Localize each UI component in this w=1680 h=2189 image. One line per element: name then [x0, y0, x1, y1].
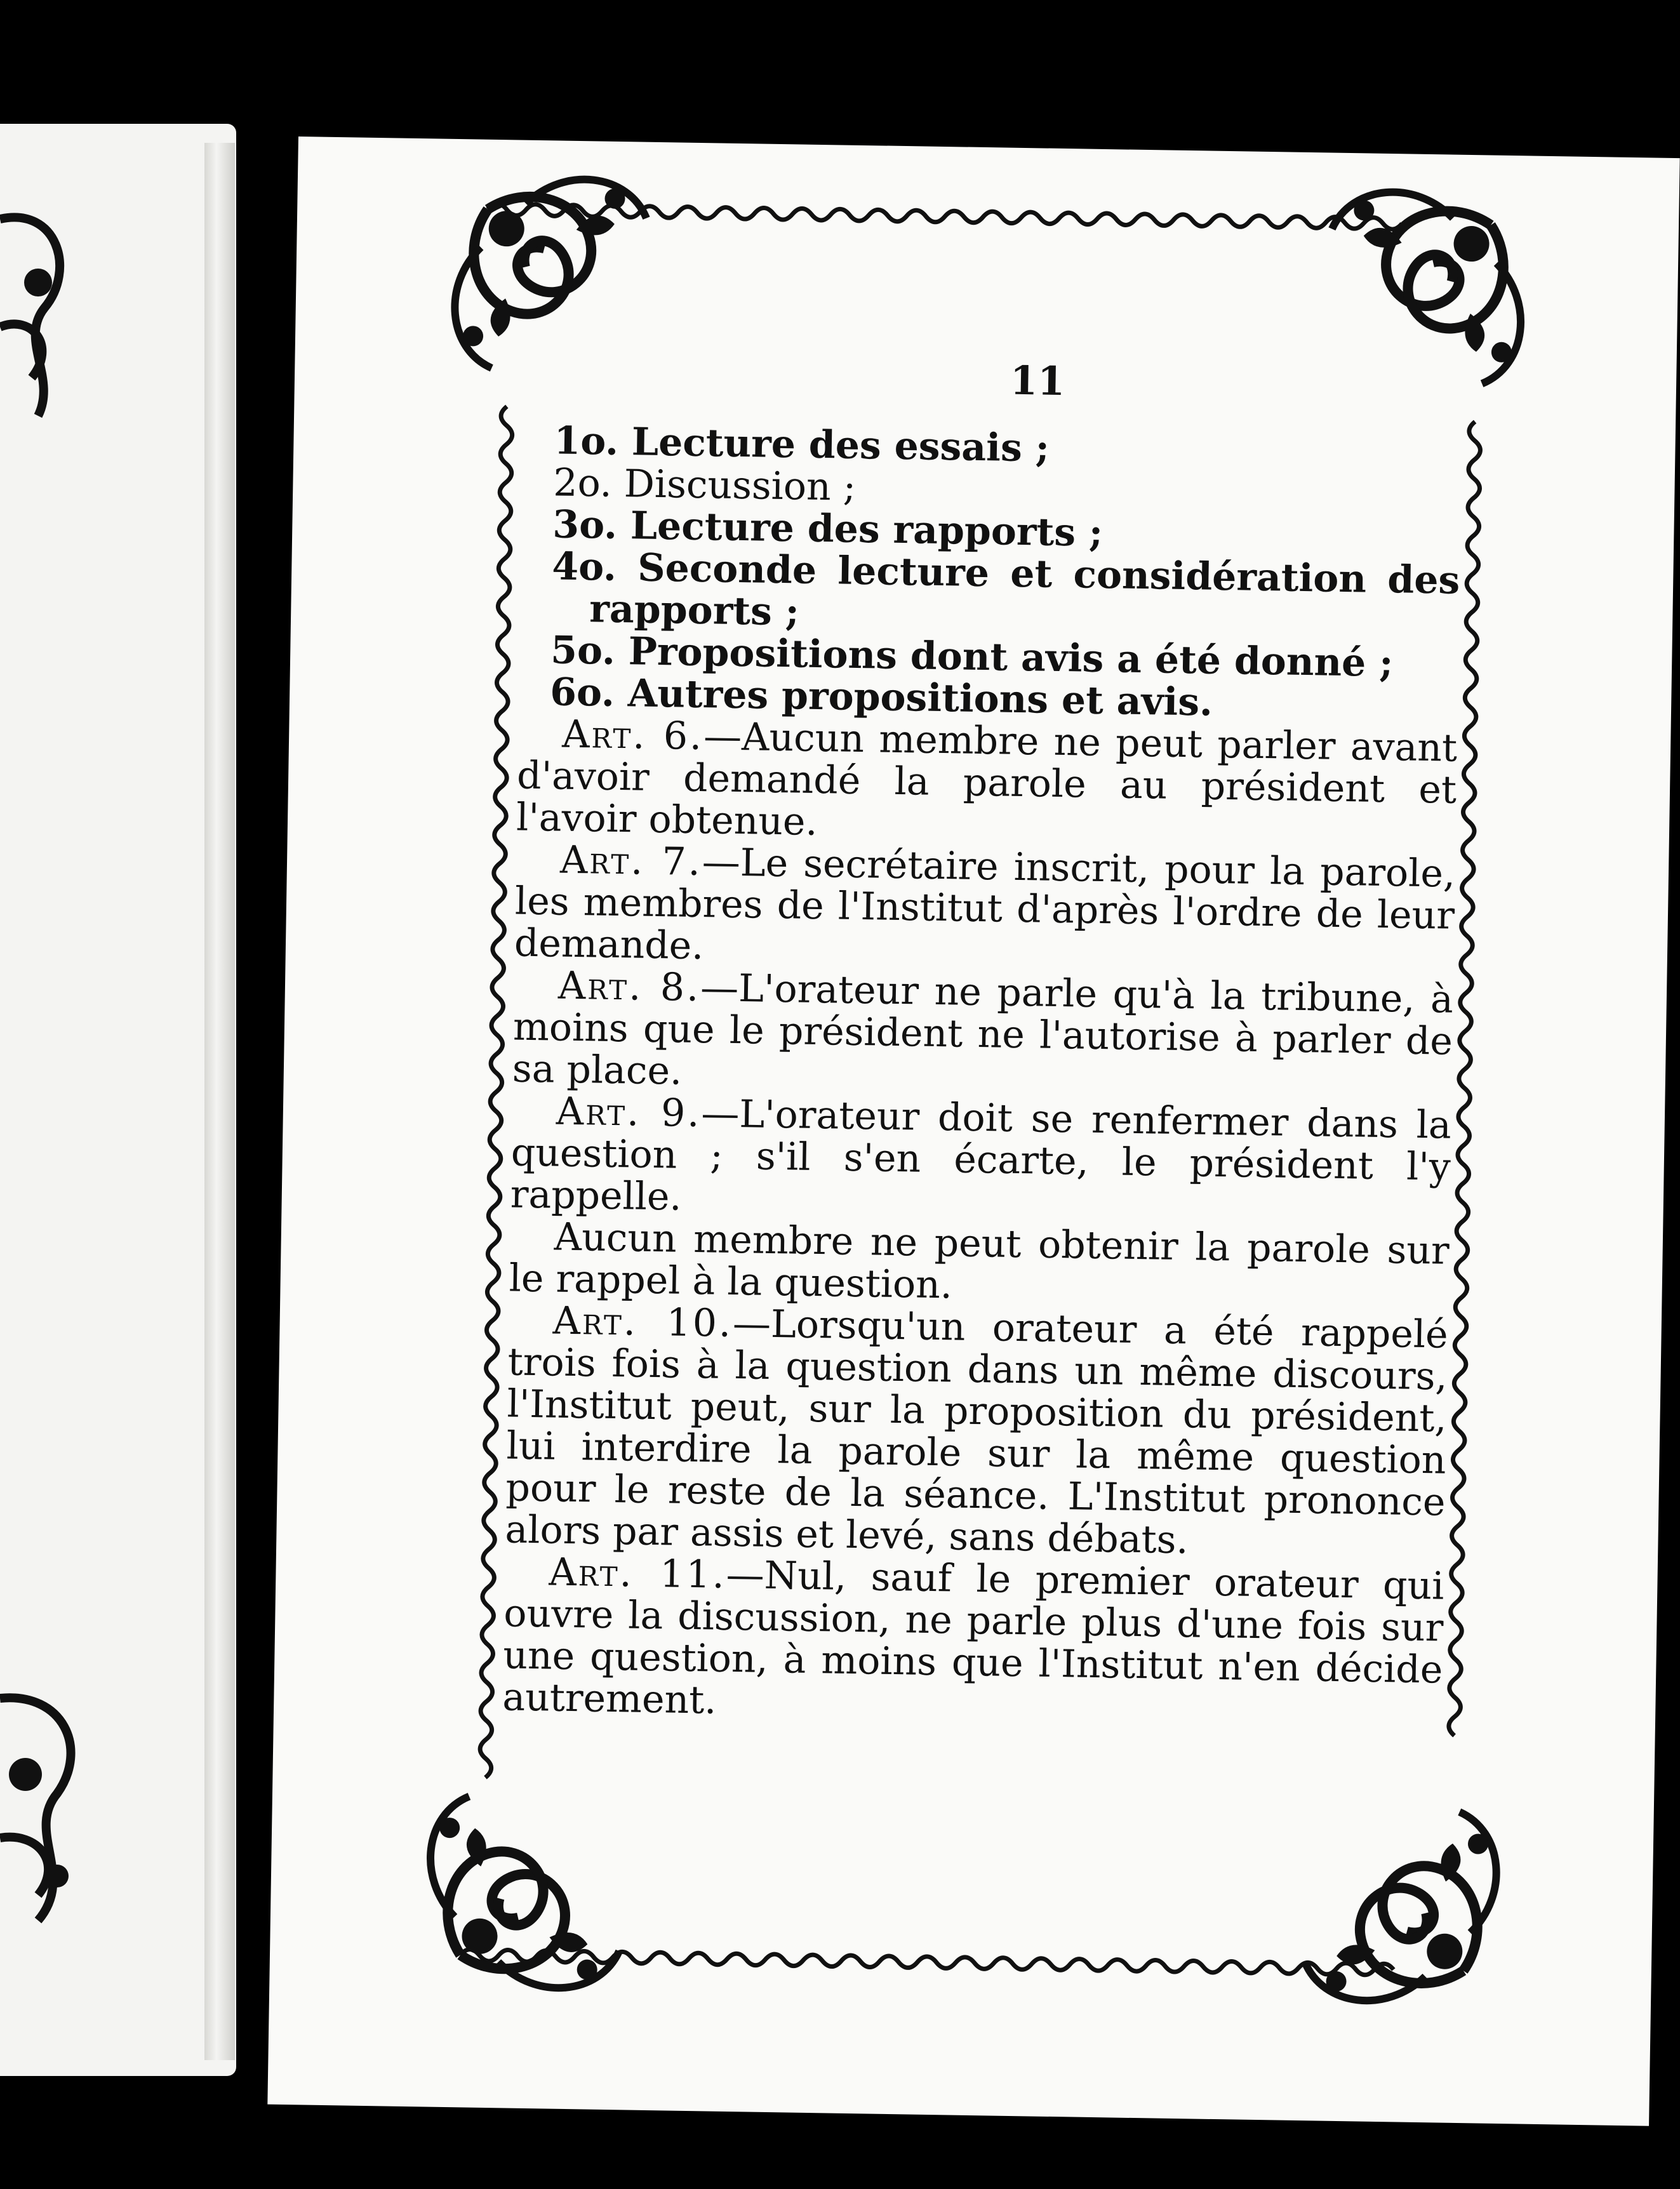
list-item: 5o. Propositions dont avis a été donné ; [550, 628, 1394, 686]
list-item: 6o. Autres propositions et avis. [549, 670, 1213, 725]
article-text: —Lorsqu'un orateur a été rappelé trois fois à la question dans un même discours, l'Institut peut, sur la proposition du président, lui interdire la parole sur la même question pour le reste de la séance. L'Institut prononce alors par assis et levé, sans débats. [505, 1301, 1449, 1563]
book-page [267, 136, 1679, 2126]
article-6 [516, 713, 1458, 853]
article-label: Art. 10. [552, 1298, 733, 1346]
article-text: —Aucun membre ne peut parler avant d'avoir demandé la parole au président et l'avoir obtenue. [516, 714, 1458, 844]
article-7 [514, 839, 1456, 979]
article-9 [510, 1089, 1451, 1230]
list-item: 4o. Seconde lecture et considération des rapports ; [551, 544, 1460, 635]
facing-page [0, 124, 236, 2076]
article-text: —L'orateur ne parle qu'à la tribune, à moins que le président ne l'autorise à parler de sa place. [512, 966, 1454, 1094]
list-item: 2o. Discussion ; [552, 460, 857, 510]
article-text: —Le secrétaire inscrit, pour la parole, les membres de l'Institut d'après l'ordre de leur demande. [514, 840, 1456, 969]
page-number: 11 [1010, 357, 1065, 405]
article-text: —Nul, sauf le premier orateur qui ouvre la discussion, ne parle plus d'une fois sur une question, à moins que l'Institut n'en décide autrement. [502, 1552, 1444, 1723]
article-8 [512, 964, 1453, 1104]
article-text: —L'orateur doit se renfermer dans la question ; s'il s'en écarte, le président l'y rappelle. [510, 1091, 1452, 1220]
list-item: 3o. Lecture des rapports ; [552, 502, 1103, 556]
article-label: Art. 7. [559, 837, 703, 885]
article-label: Art. 9. [556, 1089, 702, 1136]
paragraph: Aucun membre ne peut obtenir la parole sur le rappel à la question. [509, 1214, 1450, 1308]
article-10 [505, 1299, 1448, 1565]
list-item: 1o. Lecture des essais ; [553, 418, 1050, 471]
facing-page-ornament [0, 124, 236, 2076]
page-text [502, 420, 1462, 1733]
article-label: Art. 6. [561, 712, 704, 759]
article-label: Art. 8. [557, 963, 701, 1011]
article-label: Art. 11. [548, 1550, 727, 1597]
article-11 [502, 1550, 1444, 1733]
